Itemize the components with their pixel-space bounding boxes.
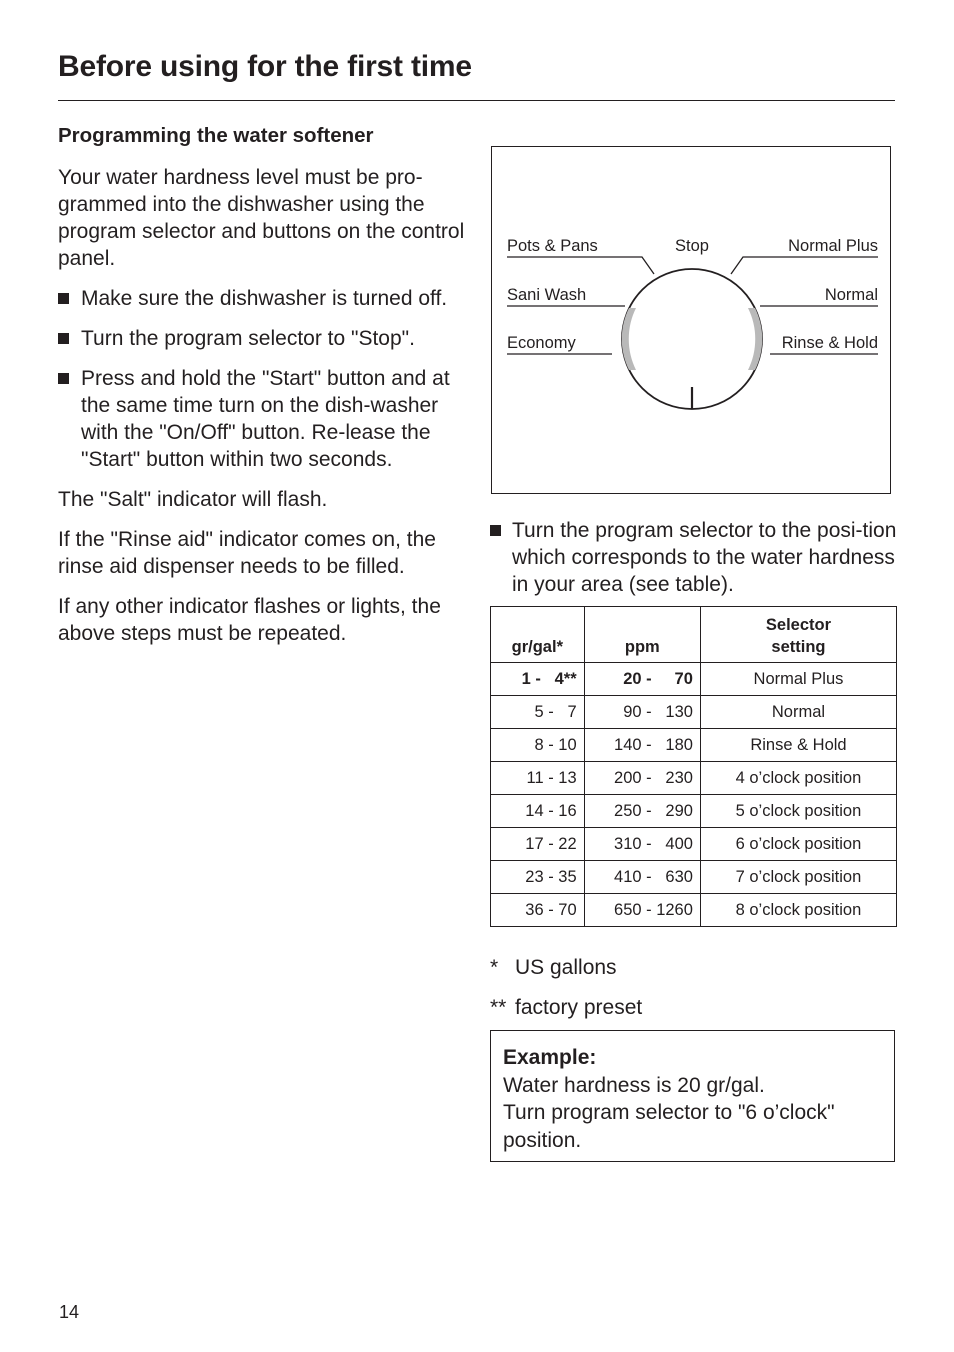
cell-ppm: 20 - 70 [584,663,700,696]
bullet-item [58,325,468,352]
table-row [491,696,897,729]
water-hardness-table [490,606,897,927]
cell-selector-setting: Normal [700,696,896,729]
bullet-item [58,365,468,473]
other-indicator-paragraph: If any other indicator flashes or lights, the above steps must be repeated. [58,595,441,645]
bullet-square-icon [58,373,69,384]
cell-ppm: 140 - 180 [584,729,700,762]
cell-ppm: 250 - 290 [584,795,700,828]
cell-gr-gal: 11 - 13 [491,762,585,795]
table-row [491,729,897,762]
salt-paragraph: The "Salt" indicator will flash. [58,488,328,511]
cell-gr-gal: 23 - 35 [491,861,585,894]
cell-selector-setting: 5 o’clock position [700,795,896,828]
table-body [491,663,897,927]
table-row [491,762,897,795]
page-number: 14 [59,1302,80,1322]
program-selector-diagram [491,146,891,494]
label-rinse-hold: Rinse & Hold [781,334,878,352]
footnote-marker: * [490,956,499,979]
cell-ppm: 90 - 130 [584,696,700,729]
example-title: Example: [503,1046,597,1069]
label-sani-wash: Sani Wash [507,286,587,304]
normal-plus-leader [731,257,878,274]
cell-selector-setting: Normal Plus [700,663,896,696]
footnote-marker: ** [490,996,507,1019]
bullet-square-icon [58,333,69,344]
cell-gr-gal: 36 - 70 [491,894,585,927]
title-divider [58,100,895,101]
cell-gr-gal: 8 - 10 [491,729,585,762]
bullet-text: Turn the program selector to "Stop". [81,327,415,350]
header-gr-gal: gr/gal* [491,607,585,663]
cell-ppm: 410 - 630 [584,861,700,894]
cell-ppm: 310 - 400 [584,828,700,861]
cell-ppm: 650 - 1260 [584,894,700,927]
table-header-row [491,607,897,663]
cell-selector-setting: Rinse & Hold [700,729,896,762]
selector-dial-svg [492,147,892,495]
label-economy: Economy [507,334,576,352]
header-ppm: ppm [584,607,700,663]
footnote-us-gallons [490,954,617,981]
footnote-factory-preset [490,994,642,1021]
bullet-item [58,285,468,312]
label-normal: Normal [824,286,878,304]
example-line: Water hardness is 20 gr/gal. [503,1073,765,1097]
cell-gr-gal: 1 - 4** [491,663,585,696]
bullet-text: Press and hold the "Start" button and at the same time turn on the dish-washer with the "On/Off" button. Re-lease the "Start" button within two seconds. [81,367,450,471]
cell-gr-gal: 14 - 16 [491,795,585,828]
cell-selector-setting: 4 o’clock position [700,762,896,795]
bullet-square-icon [490,525,501,536]
instructions-column [58,123,468,660]
bullet-square-icon [58,293,69,304]
footnote-text: US gallons [515,956,617,979]
cell-gr-gal: 17 - 22 [491,828,585,861]
table-row [491,795,897,828]
table-row [491,828,897,861]
selector-bullet [490,517,900,598]
example-box [490,1030,895,1162]
page-title: Before using for the first time [58,50,472,83]
cell-selector-setting: 7 o’clock position [700,861,896,894]
table-row [491,894,897,927]
cell-selector-setting: 6 o’clock position [700,828,896,861]
cell-selector-setting: 8 o’clock position [700,894,896,927]
bullet-text: Turn the program selector to the posi-tion which corresponds to the water hardness in your area (see table). [512,519,897,596]
table-row [491,663,897,696]
intro-paragraph: Your water hardness level must be pro-grammed into the dishwasher using the program selector and buttons on the control panel. [58,166,465,270]
label-stop: Stop [675,237,709,255]
section-heading: Programming the water softener [58,124,374,147]
table-row [491,861,897,894]
footnote-text: factory preset [515,996,643,1019]
label-pots-pans: Pots & Pans [507,237,598,255]
rinse-aid-paragraph: If the "Rinse aid" indicator comes on, the rinse aid dispenser needs to be filled. [58,528,436,578]
pots-pans-leader [507,257,654,274]
example-line: Turn program selector to "6 o’clock" position. [503,1101,835,1152]
cell-gr-gal: 5 - 7 [491,696,585,729]
label-normal-plus: Normal Plus [788,237,878,255]
bullet-text: Make sure the dishwasher is turned off. [81,287,448,310]
header-selector-setting: Selector setting [700,607,896,663]
cell-ppm: 200 - 230 [584,762,700,795]
